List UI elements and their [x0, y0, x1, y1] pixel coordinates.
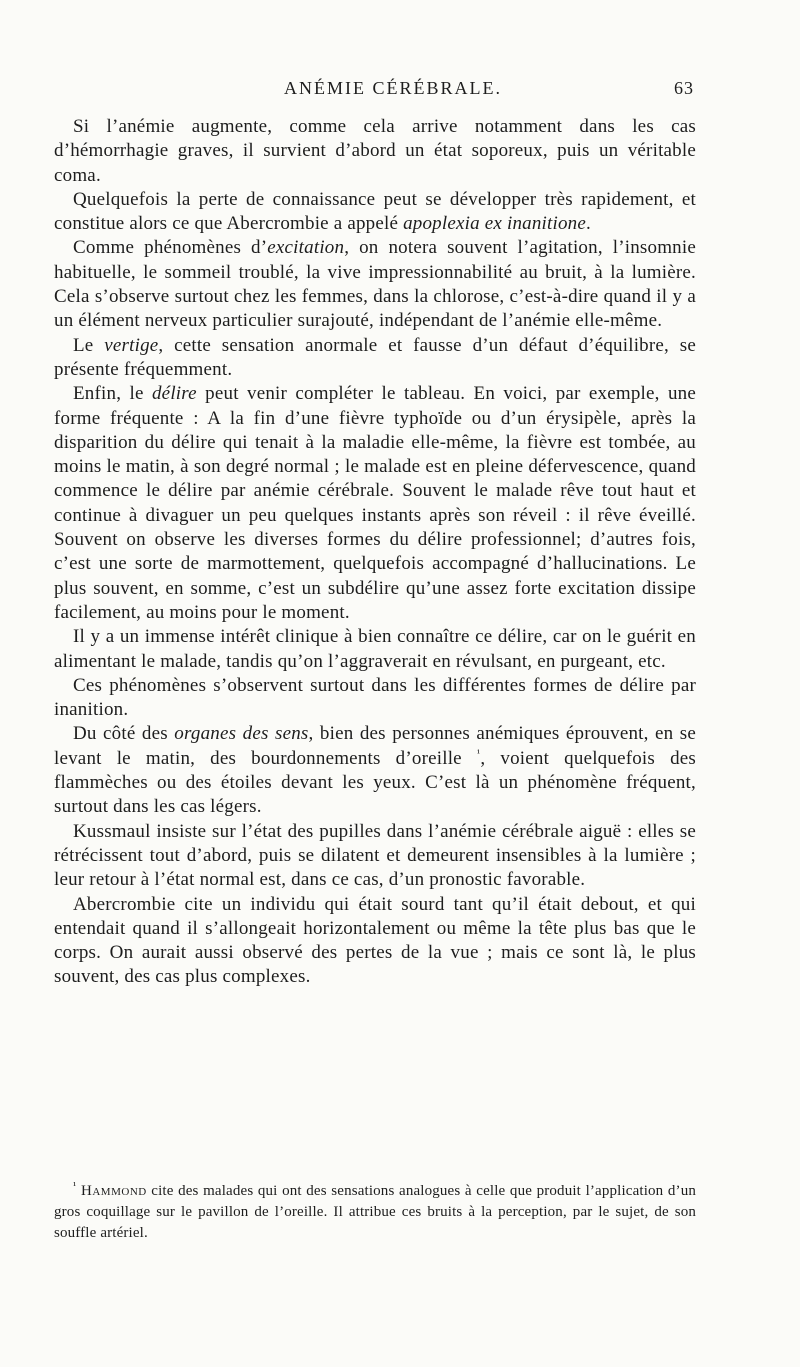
- paragraph-delire: Enfin, le délire peut venir compléter le tableau. En voici, par exemple, une forme fréquente : A la fin d’une fièvre typhoïde ou d’un érysipèle, après la disparition du délire qui tenait à la maladie elle-même, la fièvre est tombée, au moins le matin, à son degré normal ; le malade est en pleine défervescence, quand commence le délire par anémie cérébrale. Souvent le malade rêve tout haut et continue à divaguer un peu quelques instants après son réveil : il rêve éveillé. Souvent on observe les diverses formes du délire professionnel; d’autres fois, c’est une sorte de marmottement, quelquefois accompagné d’hallucinations. Le plus souvent, en somme, c’est un subdélire qu’une assez forte excitation dissipe facilement, au moins pour le moment.: [54, 383, 696, 623]
- emphasis-delire: délire: [151, 383, 197, 405]
- main-text: [54, 115, 696, 990]
- emphasis-vertige: vertige: [104, 334, 159, 356]
- paragraph-excitation: Comme phénomènes d’excitation, on notera souvent l’agitation, l’insomnie habituelle, le sommeil troublé, la vive impressionnabilité au bruit, à la lumière. Cela s’observe surtout chez les femmes, dans la chlorose, c’est-à-dire quand il y a un élément nerveux particulier surajouté, indépendant de l’anémie elle-même.: [54, 237, 696, 332]
- footnote-text: cite des malades qui ont des sensations analogues à celle que produit l’application d’un gros coquillage sur le pavillon de l’oreille. Il attribue ces bruits à la perception, par le sujet, de son souffle artériel.: [54, 1183, 696, 1241]
- latin-term: apoplexia ex inanitione: [403, 213, 587, 235]
- paragraph-interet-clinique: Il y a un immense intérêt clinique à bien connaître ce délire, car on le guérit en alimentant le malade, tandis qu’on l’aggraverait en révulsant, en purgeant, etc.: [54, 626, 696, 672]
- paragraph-abercrombie: Abercrombie cite un individu qui était sourd tant qu’il était debout, et qui entendait quand il s’allongeait horizontalement ou même la tête plus bas que le corps. On aurait aussi observé des pertes de la vue ; mais ce sont là, le plus souvent, des cas plus complexes.: [54, 893, 696, 988]
- paragraph-vertige: Le vertige, cette sensation anormale et fausse d’un défaut d’équilibre, se présente fréquemment.: [54, 334, 697, 380]
- running-title: ANÉMIE CÉRÉBRALE.: [284, 78, 502, 98]
- footnote: [54, 1181, 696, 1244]
- paragraph-inanition: Ces phénomènes s’observent surtout dans les différentes formes de délire par inanition.: [54, 674, 696, 721]
- footnote-marker: ¹: [73, 1180, 77, 1192]
- paragraph-coma: Si l’anémie augmente, comme cela arrive notamment dans les cas d’hémorrhagie graves, il survient d’abord un état soporeux, puis un véritable coma.: [54, 116, 696, 186]
- emphasis-organes-des-sens: organes des sens: [174, 723, 309, 745]
- paragraph-kussmaul: Kussmaul insiste sur l’état des pupilles dans l’anémie cérébrale aiguë : elles se rétrécissent tout d’abord, puis se dilatent et demeurent insensibles à la lumière ; leur retour à l’état normal est, dans ce cas, d’un pronostic favorable.: [54, 820, 696, 891]
- paragraph-organes-des-sens: Du côté des organes des sens, bien des personnes anémiques éprouvent, en se levant le matin, des bourdonnements d’oreille $^{^1}$, voient quelquefois des flammèches ou des étoiles devant les yeux. C’est là un phénomène fréquent, surtout dans les cas légers.: [54, 723, 697, 818]
- emphasis-excitation: excitation: [267, 237, 345, 259]
- paragraph-apoplexia: Quelquefois la perte de connaissance peut se développer très rapidement, et constitue alors ce que Abercrombie a appelé apoplexia ex inanitione.: [54, 188, 696, 235]
- footnote-author: Hammond: [81, 1183, 147, 1199]
- footnote-reference: ¹: [476, 747, 481, 760]
- page-number: 63: [674, 78, 694, 98]
